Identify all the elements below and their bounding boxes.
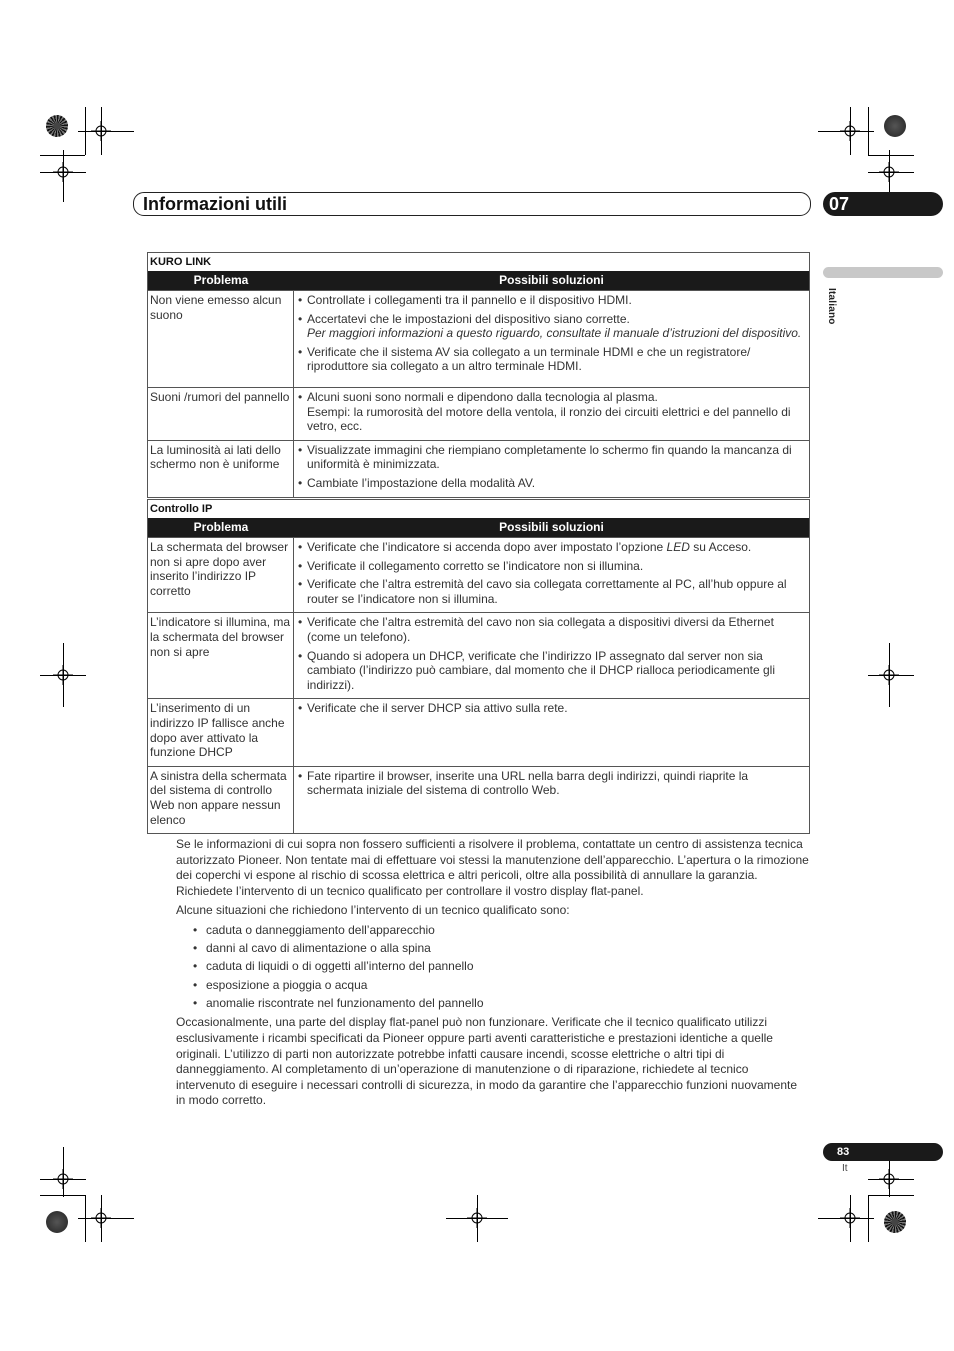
color-target-icon <box>46 115 68 137</box>
column-header-problem: Problema <box>193 520 249 534</box>
solutions-cell <box>294 699 809 765</box>
list-item: • danni al cavo di alimentazione o alla spina <box>176 941 809 957</box>
kuro-link-table <box>147 252 810 498</box>
solutions-cell <box>294 538 809 612</box>
problem-cell: A sinistra della schermata del sistema di controllo Web non appare nessun elenco <box>148 767 294 833</box>
problem-cell: La luminosità ai lati dello schermo non è uniforme <box>148 441 294 497</box>
paragraph: Occasionalmente, una parte del display flat-panel può non funzionare. Verificate che il tecnico qualificato utilizzi esclusivamente i ricambi specificati da Pioneer oppure parti aventi caratteristiche e prestazioni identiche a quelle originali. L’utilizzo di parti non autorizzate potrebbe infatti causare incendi, scosse elettriche o altri tipi di danneggiamento. Al completamento di un’operazione di manutenzione o di riparazione, richiedete al tecnico intervenuto di eseguire i necessari controlli di sicurezza, in modo da garantire che l’apparecchio funzioni nuovamente in modo corretto. <box>176 1015 798 1108</box>
solution-item: • Controllate i collegamenti tra il pannello e il dispositivo HDMI. <box>298 293 805 308</box>
column-header-solutions: Possibili soluzioni <box>499 273 604 287</box>
table-row <box>148 612 809 698</box>
solution-item: • Verificate che l’altra estremità del cavo sia collegata correttamente al PC, all’hub oppure al router se l’indicatore non si illumina. <box>298 577 805 606</box>
color-target-icon <box>884 115 906 137</box>
page-number: 83 <box>837 1146 850 1158</box>
service-situations-list <box>176 923 809 1011</box>
color-target-icon <box>884 1211 906 1233</box>
solution-item: • Verificate che l’altra estremità del cavo non sia collegata a dispositivi diversi da Ethernet (come un telefono). <box>298 615 805 644</box>
solution-note: Per maggiori informazioni a questo riguardo, consultate il manuale d’istruzioni del dispositivo. <box>307 326 802 341</box>
language-tab <box>823 267 943 278</box>
table-header <box>148 271 809 290</box>
problem-cell: La schermata del browser non si apre dopo aver inserito l’indirizzo IP corretto <box>148 538 294 612</box>
paragraph: Alcune situazioni che richiedono l’intervento di un tecnico qualificato sono: <box>176 903 570 918</box>
color-target-icon <box>46 1211 68 1233</box>
service-info-text <box>176 837 809 1113</box>
list-item: • anomalie riscontrate nel funzionamento del pannello <box>176 996 809 1012</box>
table-row <box>148 440 809 497</box>
language-label: Italiano <box>826 288 837 325</box>
table-row <box>148 537 809 612</box>
solution-item: • Fate ripartire il browser, inserite una URL nella barra degli indirizzi, quindi riaprite la schermata iniziale del sistema di controllo Web. <box>298 769 805 798</box>
solutions-cell <box>294 291 809 387</box>
solution-note: Esempi: la rumorosità del motore della ventola, il ronzio dei circuiti elettrici e del pannello di vetro, ecc. <box>307 404 791 434</box>
table-row <box>148 698 809 765</box>
solution-item: • Cambiate l’impostazione della modalità AV. <box>298 476 805 491</box>
paragraph: Se le informazioni di cui sopra non fossero sufficienti a risolvere il problema, contattate un centro di assistenza tecnica autorizzato Pioneer. Non tentate mai di effettuare voi stessi la manutenzione dell’apparecchio. L’apertura o la rimozione dei coperchi vi espone al rischio di scossa elettrica e altri pericoli, oltre alla possibilità di annullare la garanzia. Richiedete l’intervento di un tecnico qualificato per controllare il vostro display flat-panel. <box>176 837 809 898</box>
solution-item: • Alcuni suoni sono normali e dipendono dalla tecnologia al plasma. Esempi: la rumorosità del motore della ventola, il ronzio dei circuiti elettrici e del pannello di vetro, ecc. <box>298 390 805 434</box>
table-row <box>148 766 809 833</box>
table-header <box>148 518 809 537</box>
solutions-cell <box>294 767 809 833</box>
table-caption: Controllo IP <box>150 503 213 515</box>
table-row <box>148 387 809 440</box>
solution-item: • Accertatevi che le impostazioni del dispositivo siano corrette. Per maggiori informazioni a questo riguardo, consultate il manuale d’istruzioni del dispositivo. <box>298 312 805 341</box>
solution-item: • Verificate il collegamento corretto se l’indicatore non si illumina. <box>298 559 805 574</box>
ip-control-table <box>147 499 810 834</box>
column-header-solutions: Possibili soluzioni <box>499 520 604 534</box>
solution-item: • Visualizzate immagini che riempiano completamente lo schermo fin quando la mancanza di uniformità è minimizzata. <box>298 443 805 472</box>
problem-cell: Suoni /rumori del pannello <box>148 388 294 440</box>
problem-cell: L’indicatore si illumina, ma la schermata del browser non si apre <box>148 613 294 698</box>
list-item: • caduta di liquidi o di oggetti all’interno del pannello <box>176 959 809 975</box>
page-number-badge <box>823 1143 943 1161</box>
page-title: Informazioni utili <box>143 194 287 214</box>
page-language-code: It <box>842 1163 848 1174</box>
chapter-title-bar <box>133 192 811 216</box>
solution-item: • Verificate che il sistema AV sia collegato a un terminale HDMI e che un registratore/ riproduttore sia collegato a un altro terminale HDMI. <box>298 345 805 374</box>
solutions-cell <box>294 388 809 440</box>
list-item: • esposizione a pioggia o acqua <box>176 978 809 994</box>
list-item: • caduta o danneggiamento dell’apparecchio <box>176 923 809 939</box>
solution-item: • Verificate che l’indicatore si accenda dopo aver impostato l’opzione LED su Acceso. <box>298 540 805 555</box>
problem-cell: L’inserimento di un indirizzo IP fallisce anche dopo aver attivato la funzione DHCP <box>148 699 294 765</box>
table-row <box>148 290 809 387</box>
solution-item: • Verificate che il server DHCP sia attivo sulla rete. <box>298 701 805 716</box>
chapter-number-badge <box>823 192 943 216</box>
column-header-problem: Problema <box>193 273 249 287</box>
solutions-cell <box>294 441 809 497</box>
problem-cell: Non viene emesso alcun suono <box>148 291 294 387</box>
solutions-cell <box>294 613 809 698</box>
table-caption: KURO LINK <box>150 256 212 268</box>
chapter-number: 07 <box>829 194 850 214</box>
solution-item: • Quando si adopera un DHCP, verificate che l’indirizzo IP assegnato dal server non sia cambiato (l’indirizzo può cambiare, dal momento che il DHCP rialloca periodicamente gli indirizzi). <box>298 649 805 693</box>
